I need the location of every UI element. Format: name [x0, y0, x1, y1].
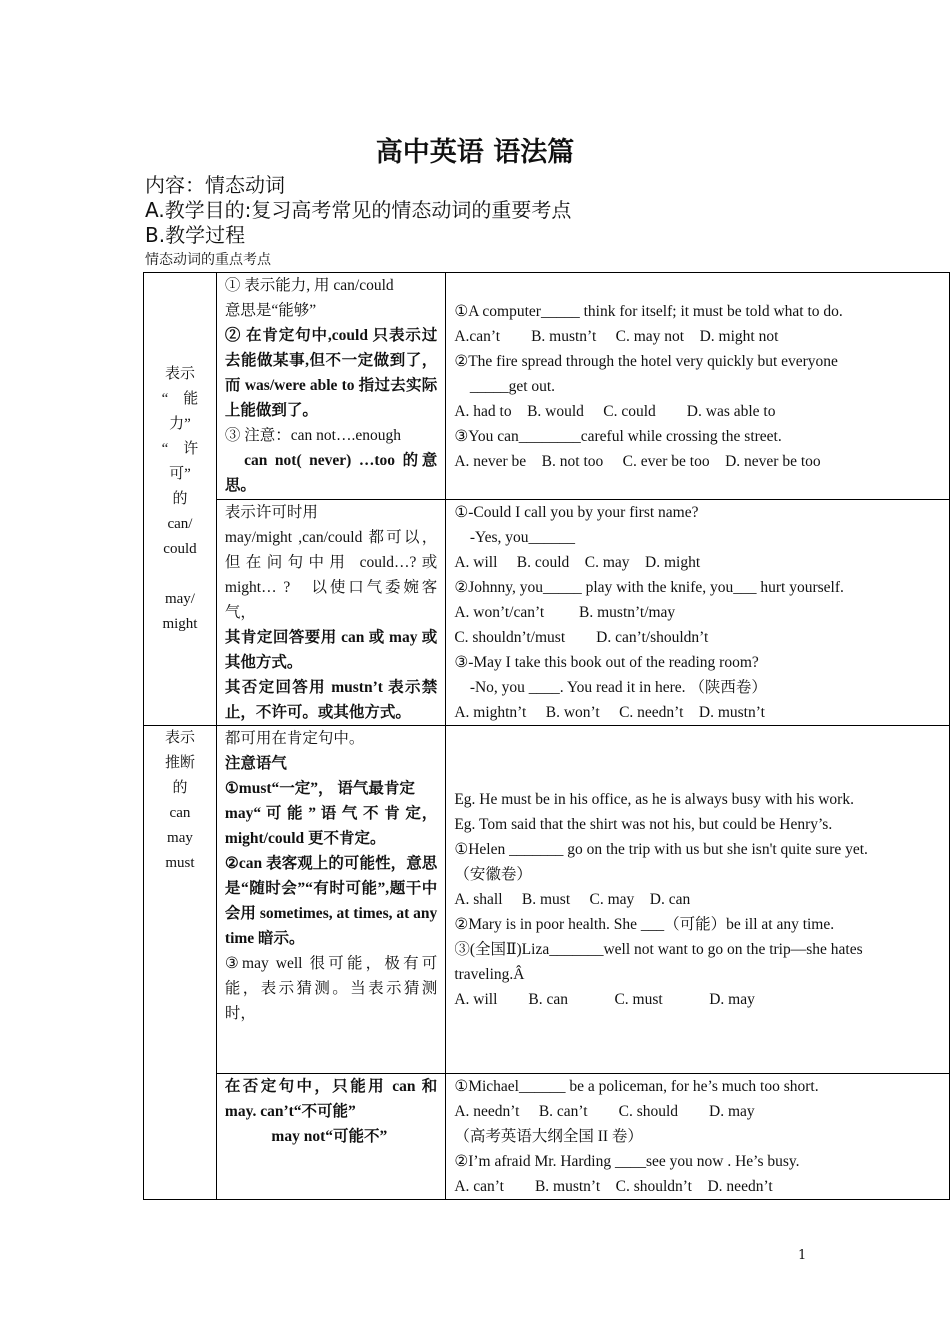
page-number: 1 [798, 1248, 807, 1263]
text-line: 表示 [164, 730, 195, 746]
rule-text: 表示许可时用 [224, 504, 318, 521]
text-line: ③-May I take this book out of the reading room? [454, 654, 759, 671]
table-row [144, 273, 950, 500]
text-line: C. shouldn’t/must D. can’t/shouldn’t [454, 629, 709, 646]
text-line: must [165, 855, 195, 871]
text-line: ③(全国Ⅱ)Liza_______well not want to go on the trip—she hates [454, 941, 863, 958]
rule-text: ① 表示能力, 用 can/could [224, 277, 394, 294]
text-line: ②Johnny, you_____ play with the knife, you___ hurt yourself. [454, 579, 844, 596]
intro-subheading: 情态动词的重点考点 [145, 252, 271, 268]
text-line: could [163, 540, 197, 557]
text-line: ①A computer_____ think for itself; it must be told what to do. [454, 302, 843, 320]
rule-text: ③may well 很可能，极有可能，表示猜测。当表示猜测时， [224, 955, 438, 1022]
text-line: Eg. He must be in his office, as he is always busy with his work. [454, 791, 854, 808]
text-line: 的 [172, 780, 188, 796]
text-line: 力” [169, 415, 191, 432]
rule-cell-permission [216, 500, 445, 726]
text-line: might [162, 615, 198, 632]
text-line: A. mightn’t B. won’t C. needn’t D. mustn’t [454, 704, 765, 721]
text-line: A. won’t/can’t B. mustn’t/may [454, 604, 676, 621]
text-line: A. will B. can C. must D. may [454, 991, 755, 1008]
rule-text: may not“可能不” [224, 1128, 388, 1145]
text-line: -No, you ____. You read it in here. （陕西卷） [454, 679, 767, 696]
examples-cell-permission [446, 500, 950, 726]
rule-cell-negative [216, 1074, 445, 1200]
rule-text: 在否定句中，只能用 can 和 may. can’t“不可能” [224, 1078, 438, 1120]
text-line: _____get out. [454, 377, 556, 395]
rule-text: 其肯定回答要用 can 或 may 或其他方式。 [224, 629, 438, 671]
rule-text: ②can 表客观上的可能性，意思是“随时会”“有时可能”,题干中会用 sometimes, at times, at any time 暗示。 [224, 855, 438, 947]
text-line: traveling.Â [454, 966, 525, 983]
text-line: may [167, 830, 193, 846]
table-row [144, 726, 950, 1074]
text-line: ②The fire spread through the hotel very quickly but everyone [454, 352, 838, 370]
rule-text: ③ 注意：can not….enough [224, 427, 401, 444]
category-cell-inference [144, 726, 217, 1200]
text-line: ①Michael______ be a policeman, for he’s much too short. [454, 1078, 819, 1095]
examples-cell-affirmative [446, 726, 950, 1074]
text-line: 的 [172, 490, 188, 507]
text-line: A.can’t B. mustn’t C. may not D. might not [454, 327, 779, 345]
text-line: 可” [169, 465, 191, 482]
rule-text: 其否定回答用 mustn’t 表示禁止，不许可。或其他方式。 [224, 679, 438, 721]
rule-text: may“ 可 能 ” 语 气 不 肯 定，might/could 更不肯定。 [224, 805, 438, 847]
intro-process: B.教学过程 [145, 223, 246, 247]
text-line: ②I’m afraid Mr. Harding ____see you now . He’s busy. [454, 1153, 800, 1170]
examples-cell-negative [446, 1074, 950, 1200]
rule-cell-ability [216, 273, 445, 500]
text-line: ③You can________careful while crossing the street. [454, 427, 782, 445]
text-line: Eg. Tom said that the shirt was not his, but could be Henry’s. [454, 816, 833, 833]
text-line: may/ [164, 590, 195, 607]
text-line: can/ [167, 515, 193, 532]
text-line: “ 能 [161, 390, 199, 407]
text-line: A. needn’t B. can’t C. should D. may [454, 1103, 755, 1120]
rule-text: can not( never) …too 的意思。 [224, 452, 438, 494]
table-row [144, 1074, 950, 1200]
category-cell-ability [144, 273, 217, 726]
examples-cell-ability [446, 273, 950, 500]
page-title: 高中英语 语法篇 [375, 137, 575, 168]
text-line: （安徽卷） [454, 866, 532, 883]
rule-text: 意思是“能够” [224, 302, 317, 319]
text-line: can [169, 805, 191, 821]
text-line: （高考英语大纲全国 II 卷） [454, 1128, 643, 1145]
text-line: ②Mary is in poor health. She ___（可能）be ill at any time. [454, 916, 835, 933]
text-line: 推断 [164, 755, 195, 771]
table-row [144, 500, 950, 726]
text-line: A. can’t B. mustn’t C. shouldn’t D. needn’t [454, 1178, 773, 1195]
intro-content: 内容：情态动词 [145, 173, 285, 197]
text-line: A. will B. could C. may D. might [454, 554, 701, 571]
text-line: ①-Could I call you by your first name? [454, 504, 699, 521]
text-line: ①Helen _______ go on the trip with us but she isn't quite sure yet. [454, 841, 868, 858]
intro-aim: A.教学目的:复习高考常见的情态动词的重要考点 [145, 198, 572, 222]
grammar-table [143, 272, 950, 1200]
text-line: 表示 [164, 365, 195, 382]
text-line: A. shall B. must C. may D. can [454, 891, 691, 908]
rule-text: ② 在肯定句中,could 只表示过去能做某事,但不一定做到了，而 was/were able to 指过去实际上能做到了。 [224, 327, 438, 419]
rule-text: 注意语气 [224, 755, 287, 772]
rule-text: may/might ,can/could 都可以，但在问句中用 could…?或might… ? 以使口气委婉客气， [224, 529, 438, 621]
text-line: -Yes, you______ [454, 529, 576, 546]
rule-cell-affirmative [216, 726, 445, 1074]
text-line [152, 562, 208, 587]
rule-text: ①must“一定”， 语气最肯定 [224, 780, 415, 797]
rule-text: 都可用在肯定句中。 [224, 730, 365, 747]
text-line: A. had to B. would C. could D. was able to [454, 402, 776, 420]
text-line: A. never be B. not too C. ever be too D. never be too [454, 452, 821, 470]
text-line: “ 许 [161, 440, 199, 457]
